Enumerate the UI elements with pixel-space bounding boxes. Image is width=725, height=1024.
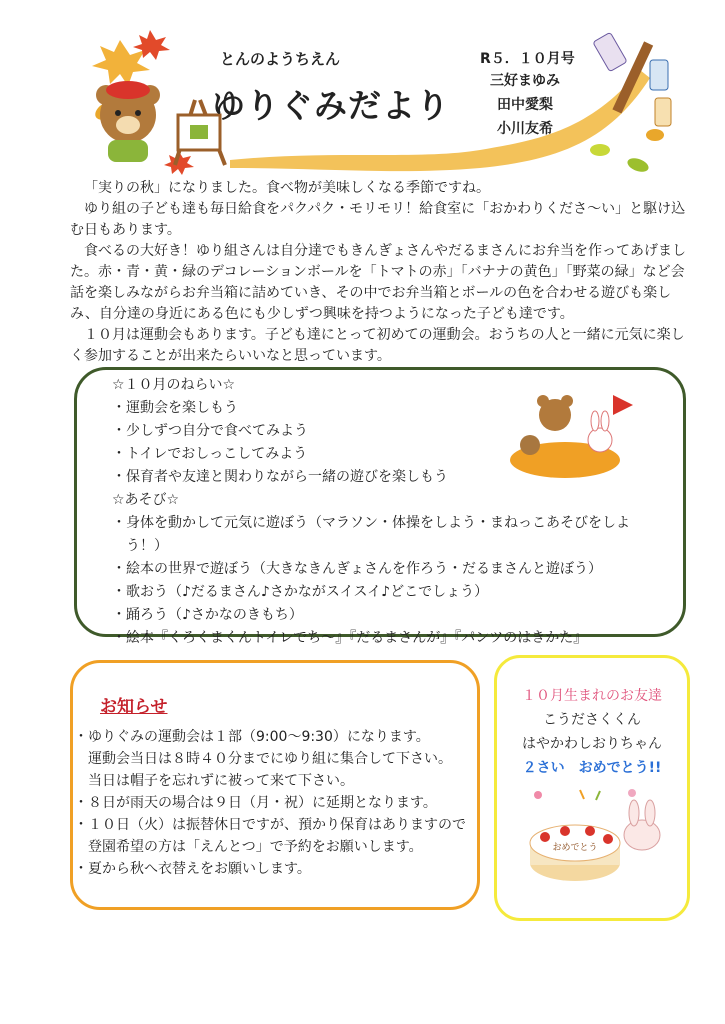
play-item: ・身体を動かして元気に遊ぼう（マラソン・体操をしよう・まねっこあそびをしよう！） (112, 515, 630, 554)
birthday-name: はやかわしおりちゃん (522, 736, 662, 752)
school-name: とんのようちえん (220, 50, 341, 68)
goal-item: ・運動会を楽しもう (112, 400, 238, 416)
notice-list (74, 726, 480, 880)
birthday-text (494, 684, 690, 780)
goals-heading: ☆１０月のねらい☆ (112, 377, 236, 393)
animals-on-leaf-icon (505, 385, 635, 480)
intro-paragraph: １０月は運動会もあります。子ども達にとって初めての運動会。おうちの人と一緒に元気に楽しく参加することが出来たらいいなと思っています。 (70, 327, 685, 364)
bear-painter-icon (96, 81, 160, 162)
issue-label: R５．１０月号 (480, 51, 575, 67)
intro-paragraph: 食べるの大好き！ゆり組さんは自分達でもきんぎょさんやだるまさんにお弁当を作ってあげました。赤・青・黄・緑のデコレーションボールを「トマトの赤」「バナナの黄色」「野菜の緑」など会話を楽しみながらお弁当箱に詰めていき、その中でお弁当箱とボールの色を合わせる遊びも楽しみ、自分達の身近にある色にも少しずつ興味を持つようになった子ども達です。 (70, 243, 686, 322)
play-item: ・絵本『くろくまくんトイレでち〜』『だるまさんが』『パンツのはきかた』 (112, 630, 588, 646)
notice-line: 運動会当日は８時４０分までにゆり組に集合して下さい。 (74, 751, 452, 767)
goal-item: ・少しずつ自分で食べてみよう (112, 423, 308, 439)
paint-tube-icon (593, 32, 627, 71)
author-name: 小川友希 (497, 121, 553, 137)
play-heading: ☆あそび☆ (112, 492, 180, 508)
birthday-cake-icon (520, 785, 670, 895)
notice-line: 当日は帽子を忘れずに被って来て下さい。 (74, 773, 354, 789)
birthday-message: ２さい おめでとう!! (522, 760, 662, 776)
birthday-heading: １０月生まれのお友達 (522, 688, 662, 704)
notice-line: ・夏から秋へ衣替えをお願いします。 (74, 861, 311, 877)
play-item: ・絵本の世界で遊ぼう（大きなきんぎょさんを作ろう・だるまさんと遊ぼう） (112, 561, 602, 577)
author-name: 三好まゆみ (490, 73, 560, 89)
intro-text (70, 178, 690, 367)
leaf-icon (626, 156, 651, 175)
intro-paragraph: ゆり組の子ども達も毎日給食をパクパク・モリモリ！給食室に「おかわりくださ〜い」と駆け込む日もあります。 (70, 201, 686, 238)
play-item: ・歌おう（♪だるまさん♪さかながスイスイ♪どこでしょう） (112, 584, 489, 600)
goal-item: ・保育者や友達と関わりながら一緒の遊びを楽しもう (112, 469, 448, 485)
paint-tube-icon (655, 98, 671, 126)
notice-line: ・ゆりぐみの運動会は１部（9:00〜9:30）になります。 (74, 729, 430, 745)
notice-title: お知らせ (100, 697, 168, 717)
leaf-icon (646, 129, 664, 141)
paint-tube-icon (650, 60, 668, 90)
intro-paragraph: 「実りの秋」になりました。食べ物が美味しくなる季節ですね。 (84, 180, 490, 196)
notice-line: ・８日が雨天の場合は９日（月・祝）に延期となります。 (74, 795, 437, 811)
newsletter-title: ゆりぐみだより (212, 86, 450, 125)
author-name: 田中愛梨 (497, 97, 553, 113)
cake-plate-text: おめでとう (552, 843, 598, 853)
birthday-name: こうださくくん (543, 712, 641, 728)
goal-item: ・トイレでおしっこしてみよう (112, 446, 308, 462)
play-item: ・踊ろう（♪さかなのきもち） (112, 607, 303, 623)
notice-line: ・１０日（火）は振替休日ですが、預かり保育はありますので (74, 817, 466, 833)
leaf-icon (590, 144, 610, 156)
notice-line: 登園希望の方は「えんとつ」で予約をお願いします。 (74, 839, 423, 855)
